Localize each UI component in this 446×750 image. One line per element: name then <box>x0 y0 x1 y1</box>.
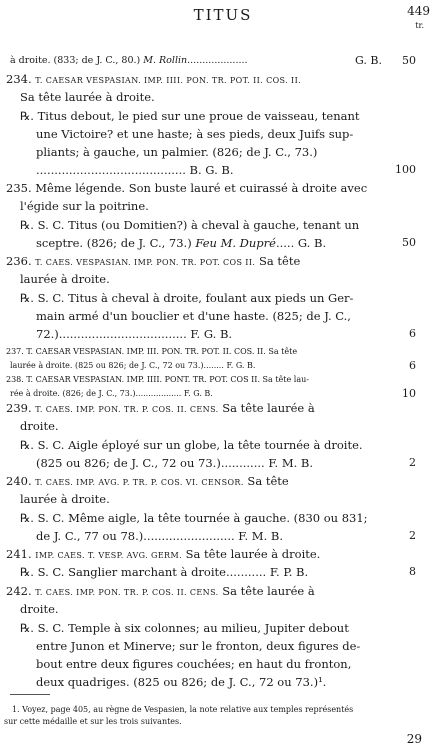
line-segment: 240. <box>6 474 36 488</box>
line-text <box>36 235 326 251</box>
line-text <box>36 126 353 142</box>
line-segment: Sa tête <box>255 254 301 268</box>
line-segment: 234. <box>6 72 36 86</box>
line-segment: droite. <box>20 419 59 433</box>
line-segment: 72.)................................... F. G. B. <box>36 327 233 341</box>
line-text <box>36 308 351 324</box>
running-title: TITUS <box>193 6 253 24</box>
collection-name: Feu M. Dupré <box>195 236 276 250</box>
line-segment: deux quadriges. (825 ou 826; de J. C., 72 ou 73.)¹. <box>36 675 327 689</box>
line-text <box>6 400 315 418</box>
line-text <box>36 455 313 471</box>
line-segment: ......................................... B. G. B. <box>36 163 234 177</box>
line-segment: ℞. S. C. Titus (ou Domitien?) à cheval à gauche, tenant un <box>20 218 360 232</box>
page-number: 449 <box>407 4 430 18</box>
module-size: G. B. <box>355 54 382 67</box>
line-text <box>6 473 289 491</box>
line-text <box>20 601 59 617</box>
line-segment: Sa tête laurée à <box>218 584 315 598</box>
line-text <box>36 674 326 690</box>
line-segment: laurée à droite. <box>20 272 110 286</box>
line-segment: ℞. S. C. Aigle éployé sur un globe, la tête tournée à droite. <box>20 438 363 452</box>
line-segment: main armé d'un bouclier et d'une haste. (825; de J. C., <box>36 309 351 323</box>
line-text <box>20 437 363 453</box>
line-segment: droite. <box>20 602 59 616</box>
line-text <box>36 162 234 178</box>
legend-inscription: T. CAES. IMP. AVG. P. TR. P. COS. VI. CENSOR. <box>35 478 244 487</box>
collection-name: M. Rollin <box>143 55 188 66</box>
line-segment: pliants; à gauche, un palmier. (826; de J. C., 73.) <box>36 145 318 159</box>
legend-inscription: T. CAES. IMP. PON. TR. P. COS. II. CENS. <box>35 588 219 597</box>
price-value: 100 <box>395 163 416 176</box>
line-segment: laurée à droite. (825 ou 826; de J. C., 72 ou 73.)........ F. G. B. <box>10 361 256 370</box>
legend-inscription: IMP. CAES. T. VESP. AVG. GERM. <box>35 551 183 560</box>
price-value: 2 <box>409 529 416 542</box>
line-segment: une Victoire? et une haste; à ses pieds, deux Juifs sup- <box>36 127 354 141</box>
line-segment: 236. <box>6 254 36 268</box>
line-segment: .................... <box>187 55 248 66</box>
line-text <box>20 89 155 105</box>
line-segment: (825 ou 826; de J. C., 72 ou 73.)............ F. M. B. <box>36 456 314 470</box>
line-text <box>20 564 308 580</box>
line-segment: ℞. Titus debout, le pied sur une proue de vaisseau, tenant <box>20 109 360 123</box>
line-segment: 238. T. CAESAR VESPASIAN. IMP. IIII. PONT. TR. POT. COS II. Sa tête lau- <box>6 375 309 384</box>
line-segment: Sa tête laurée à <box>218 401 315 415</box>
line-segment: Sa tête <box>243 474 289 488</box>
line-text <box>20 510 368 526</box>
line-segment: 237. T. CAESAR VESPASIAN. IMP. III. PON. TR. POT. II. COS. II. Sa tête <box>6 347 298 356</box>
line-text <box>20 271 110 287</box>
legend-inscription: T. CAESAR VESPASIAN. IMP. IIII. PON. TR. POT. II. COS. II. <box>35 76 302 85</box>
line-segment: sceptre. (826; de J. C., 73.) <box>36 236 196 250</box>
line-text <box>10 53 248 69</box>
line-text <box>6 583 315 601</box>
line-segment: Sa tête laurée à droite. <box>182 547 321 561</box>
line-text <box>20 217 359 233</box>
line-text <box>20 108 360 124</box>
line-text <box>36 144 317 160</box>
legend-inscription: T. CAES. IMP. PON. TR. P. COS. II. CENS. <box>35 405 219 414</box>
price-value: 6 <box>409 327 416 340</box>
line-text <box>36 638 360 654</box>
line-segment: ℞. S. C. Titus à cheval à droite, foulant aux pieds un Ger- <box>20 291 354 305</box>
line-text <box>36 656 351 672</box>
line-segment: rée à droite. (826; de J. C., 73.).................. F. G. B. <box>10 389 213 398</box>
price-value: 50 <box>402 236 416 249</box>
page-sub-mark: tr. <box>415 21 424 30</box>
price-value: 50 <box>402 54 416 67</box>
price-value: 8 <box>409 565 416 578</box>
legend-inscription: T. CAES. VESPASIAN. IMP. PON. TR. POT. COS II. <box>35 258 256 267</box>
line-text <box>20 418 59 434</box>
line-segment: ℞. S. C. Même aigle, la tête tournée à gauche. (830 ou 831; <box>20 511 368 525</box>
footnote-rule <box>10 694 50 695</box>
line-segment: bout entre deux figures couchées; en haut du fronton, <box>36 657 352 671</box>
line-segment: Sa tête laurée à droite. <box>20 90 155 104</box>
line-text <box>6 180 367 196</box>
line-segment: 239. <box>6 401 36 415</box>
line-text <box>20 491 110 507</box>
line-segment: 242. <box>6 584 36 598</box>
line-text <box>6 546 320 564</box>
line-text <box>6 71 301 89</box>
line-segment: 235. Même légende. Son buste lauré et cuirassé à droite avec <box>6 181 368 195</box>
price-value: 6 <box>409 359 416 372</box>
line-text <box>36 528 283 544</box>
line-segment: de J. C., 77 ou 78.)......................... F. M. B. <box>36 529 283 543</box>
price-value: 2 <box>409 456 416 469</box>
price-value: 10 <box>402 387 416 400</box>
line-segment: laurée à droite. <box>20 492 110 506</box>
line-segment: ..... G. B. <box>275 236 327 250</box>
footnote-line: 1. Voyez, page 405, au règne de Vespasien, la note relative aux temples représentés <box>12 705 354 714</box>
line-segment: ℞. S. C. Temple à six colonnes; au milieu, Jupiter debout <box>20 621 349 635</box>
line-text <box>20 198 149 214</box>
line-segment: l'égide sur la poitrine. <box>20 199 149 213</box>
line-text <box>20 290 353 306</box>
line-segment: entre Junon et Minerve; sur le fronton, deux figures de- <box>36 639 361 653</box>
line-text <box>36 326 232 342</box>
signature-mark: 29 <box>406 732 422 746</box>
line-segment: ℞. S. C. Sanglier marchant à droite........... F. P. B. <box>20 565 309 579</box>
line-text <box>6 253 300 271</box>
line-text <box>20 620 349 636</box>
line-segment: 241. <box>6 547 36 561</box>
line-segment: à droite. (833; de J. C., 80.) <box>10 55 144 66</box>
footnote-line: sur cette médaille et sur les trois suivantes. <box>4 717 182 726</box>
